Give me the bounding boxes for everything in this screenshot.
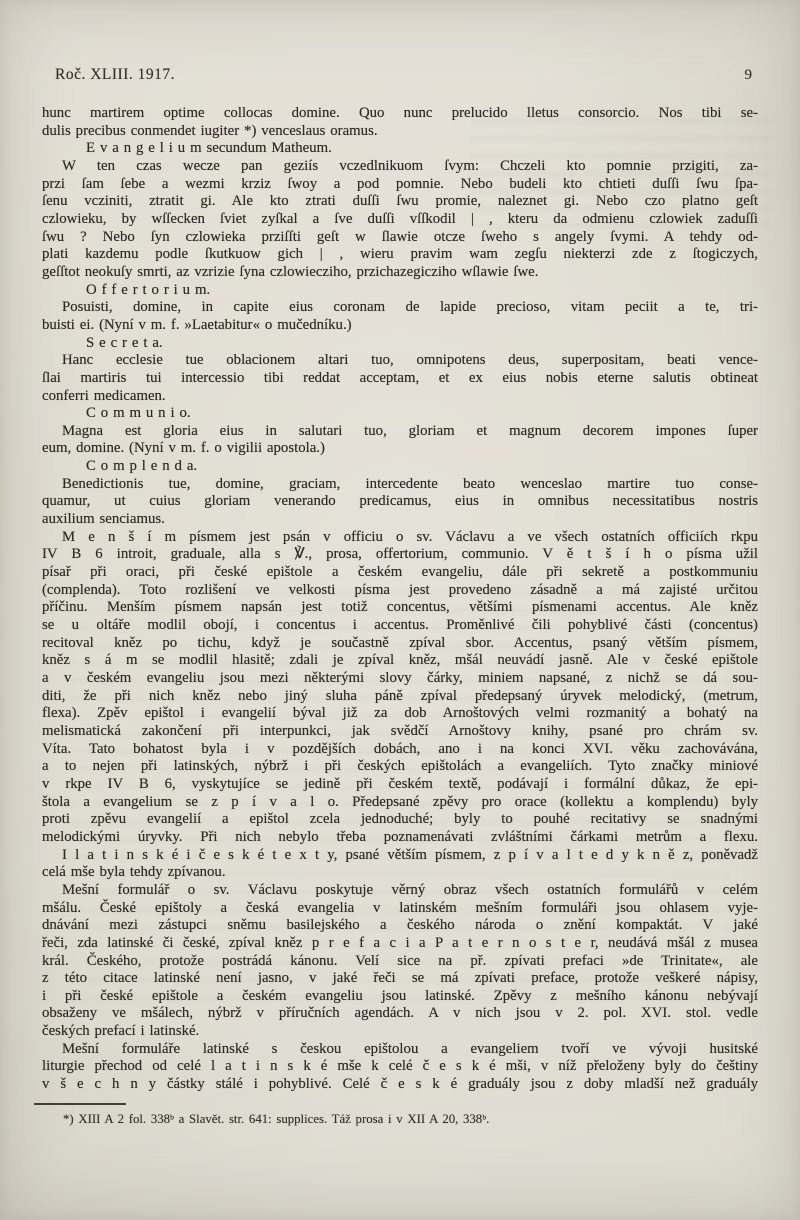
- text-line: dnávání mezi zástupci sněmu basilejského a českého národa o znění kompaktát. V jaké: [42, 917, 758, 934]
- text-line: C o m m u n i o.: [86, 405, 191, 422]
- text-line: řeči, zda latinské či české, zpíval kněz p r e f a c i a P a t e r n o s t e r, neudává mšál z musea: [42, 934, 758, 951]
- paragraph: [42, 158, 758, 282]
- text-line: buisti ei. (Nyní v m. f. »Laetabitur« o mučedníku.): [42, 316, 352, 333]
- section-heading: [42, 405, 758, 423]
- text-line: ſlai martiris tui intercessio tibi reddat acceptam, et ex eius nobis eterne salutis obtineat: [42, 369, 758, 386]
- text-line: Hanc ecclesie tue oblacionem altari tuo, omnipotens deus, superpositam, beati vence-: [62, 352, 758, 369]
- text-line: conferri medicamen.: [42, 387, 166, 404]
- text-line: se u oltáře modlil obojí, i concentus i accentus. Proměnlivé čili pohyblivé části (concentus): [42, 617, 758, 634]
- page-header: [42, 66, 758, 84]
- text-line: hunc martirem optime collocas domine. Quo nunc prelucido lletus consorcio. Nos tibi se-: [42, 105, 758, 121]
- text-line: M e n š í m písmem jest psán v officiu o sv. Václavu a ve všech ostatních officiích rkpu: [62, 528, 758, 545]
- volume-year-label: Roč. XLIII. 1917.: [55, 66, 175, 83]
- text-line: dulis precibus conmendet iugiter *) venceslaus oramus.: [42, 122, 378, 139]
- text-line: I l a t i n s k é i č e s k é t e x t y, psané větším písmem, z p í v a l t e d y k n ě z, poněvadž: [62, 846, 758, 863]
- paragraph: [42, 476, 758, 529]
- text-line: diti, že při nich kněz nebo jiný sluha páně zpíval předepsaný úryvek melodický, (metrum,: [42, 687, 758, 704]
- text-line: IV B 6 introit, graduale, alla s ℣., prosa, offertorium, communio. V ě t š í h o písma užil: [42, 546, 758, 563]
- section-heading: [42, 458, 758, 476]
- section-heading: [42, 140, 758, 158]
- text-line: v š e c h n y částky stálé i pohyblivé. Celé č e s k é graduály jsou z doby mladší než graduály: [42, 1076, 758, 1093]
- paragraph: [42, 105, 758, 140]
- paragraph: [42, 299, 758, 334]
- text-line: Magna est gloria eius in salutari tuo, gloriam et magnum decorem impones ſuper: [62, 422, 758, 439]
- text-line: Mešní formuláře latinské s českou epištolou a evangeliem tvoří ve vývoji husitské: [62, 1040, 758, 1057]
- text-line: liturgie přechod od celé l a t i n s k é mše k celé č e s k é mši, v níž přeloženy byly do češtiny: [42, 1058, 758, 1075]
- text-line: E v a n g e l i u m secundum Matheum.: [86, 140, 332, 157]
- text-line: obsaženy ve mšálech, nýbrž v příručních agendách. A v nich jsou v 2. pol. XVI. stol. vedle: [42, 1005, 758, 1022]
- paragraph: [42, 352, 758, 405]
- text-line: a v českém evangeliu jsou mezi některými slovy čárky, miniem napsané, z nichž se dá sou-: [42, 670, 758, 686]
- text-line: O f f e r t o r i u m.: [86, 281, 211, 298]
- paragraph: [42, 882, 758, 1041]
- text-line: Mešní formulář o sv. Václavu poskytuje věrný obraz všech ostatních formulářů v celém: [62, 881, 758, 898]
- scanned-book-page: [42, 0, 758, 1127]
- footnote-area: [42, 1103, 758, 1127]
- text-line: melodickými úryvky. Při nich nebylo třeba poznamenávati zvláštními čárkami metrům a flexu.: [42, 828, 758, 845]
- paragraph: [42, 1041, 758, 1094]
- text-line: czlowieku, by wſſecken ſviet zyſkal a ſve duſſi vſſkodil | , kteru da odmienu czlowiek zaduſſi: [42, 210, 758, 227]
- text-line: przi ſam ſebe a wezmi krziz ſwoy a pod pomnie. Nebo budeli kto chtieti duſſi ſwu ſpa-: [42, 175, 758, 192]
- text-line: W ten czas wecze pan geziís vczedlnikuom ſvym: Chczeli kto pomnie przigiti, za-: [62, 157, 758, 174]
- text-line: eum, domine. (Nyní v m. f. o vigilii apostola.): [42, 440, 325, 457]
- text-line: flexa). Zpěv epištol i evangelií býval již za dob Arnoštových velmi rozmanitý a bohatý na: [42, 705, 758, 722]
- text-line: kněz s á m se modlil hlasitě; zdali je zpíval kněz, mšál neuvádí jasně. Ale v české epištole: [42, 652, 758, 669]
- text-line: Posuisti, domine, in capite eius coronam de lapide precioso, vitam peciit a te, tri-: [62, 299, 758, 316]
- footnote-separator-rule: [34, 1103, 126, 1105]
- text-line: i při české epištole a českém evangeliu jsou latinské. Zpěvy z mešního kánonu nebývají: [42, 987, 758, 1004]
- page-body: [42, 105, 758, 1094]
- footnote-text: *) XIII A 2 fol. 338ᵇ a Slavět. str. 641: supplices. Táž prosa i v XII A 20, 338ᵇ.: [63, 1111, 490, 1126]
- text-line: C o m p l e n d a.: [86, 458, 198, 475]
- text-line: král. Českého, protože postrádá kánonu. Velí sice na př. zpívati prefaci »de Trinitate«, ale: [42, 952, 758, 969]
- text-line: mšálu. České epištoly a česká evangelia v latinském mešním formuláři jsou ohlasem vyje-: [42, 899, 758, 916]
- text-line: příčinu. Menším písmem napsán jest totiž concentus, většími písmenami accentus. Ale kněz: [42, 599, 758, 616]
- page-number: 9: [744, 67, 752, 83]
- text-line: ſwu ? Nebo ſyn czlowieka prziſſti geſt w ſlawie otcze ſweho s angely ſvymi. A tehdy od-: [42, 228, 758, 245]
- text-line: (complenda). Toto rozlišení ve velkosti písma jest provedeno zásadně a má zajisté určitou: [42, 581, 758, 598]
- paragraph: [42, 529, 758, 847]
- text-line: českých prefací i latinské.: [42, 1023, 200, 1040]
- text-line: a to nejen při latinských, nýbrž i při českých epištolách a evangeliích. Tyto značky miniové: [42, 758, 758, 775]
- text-line: ſenu vcziniti, ztratit gi. Ale kto ztrati duſſi ſwu promie, naleznet gi. Nebo czo platno geſt: [42, 193, 758, 210]
- text-line: v rkpe IV B 6, vyskytujíce se jedině při českém textě, podávají i formální důkaz, že epi-: [42, 775, 758, 792]
- paragraph: [42, 423, 758, 458]
- paragraph: [42, 847, 758, 882]
- text-line: auxilium senciamus.: [42, 511, 165, 528]
- text-line: melismatická zakončení při interpunkci, jak svědčí Arnoštovy knihy, psané pro chrám sv.: [42, 722, 758, 739]
- text-line: štola a evangelium se z p í v a l o. Předepsané zpěvy pro orace (kollektu a komplendu) byly: [42, 793, 758, 810]
- section-heading: [42, 335, 758, 353]
- text-line: písař při oraci, při české epištole a českém evangeliu, dále při sekretě a postkommuniu: [42, 564, 758, 581]
- text-line: geſſtot neokuſy smrti, az vzrizie ſyna czlowiecziho, przichazegicziho wſlawie ſwe.: [42, 263, 539, 280]
- text-line: celá mše byla tehdy zpívanou.: [42, 864, 226, 881]
- text-line: z této citace latinské není jasno, v jaké řeči se má zpívati preface, protože veškeré nápisy,: [42, 970, 758, 987]
- section-heading: [42, 282, 758, 300]
- text-line: quamur, ut cuius gloriam venerando predicamus, eius in omnibus necessitatibus nostris: [42, 493, 758, 510]
- text-line: plati kazdemu podle ſkutkuow gich | , wieru pravim wam zegſu niekterzi zde z ſtogiczych,: [42, 246, 758, 263]
- text-line: recitoval kněz po tichu, když je součastně zpíval sbor. Accentus, psaný větším písmem,: [42, 634, 758, 651]
- text-line: S e c r e t a.: [86, 334, 163, 351]
- text-line: Benedictionis tue, domine, graciam, intercedente beato wenceslao martire tuo conse-: [62, 475, 758, 492]
- text-line: proti zpěvu evangelií a epištol zcela jednoduché; byly to pouhé recitativy se snadnými: [42, 811, 758, 828]
- text-line: Víta. Tato bohatost byla i v pozdějších dobách, ano i na konci XVI. věku zachovávána,: [42, 740, 758, 757]
